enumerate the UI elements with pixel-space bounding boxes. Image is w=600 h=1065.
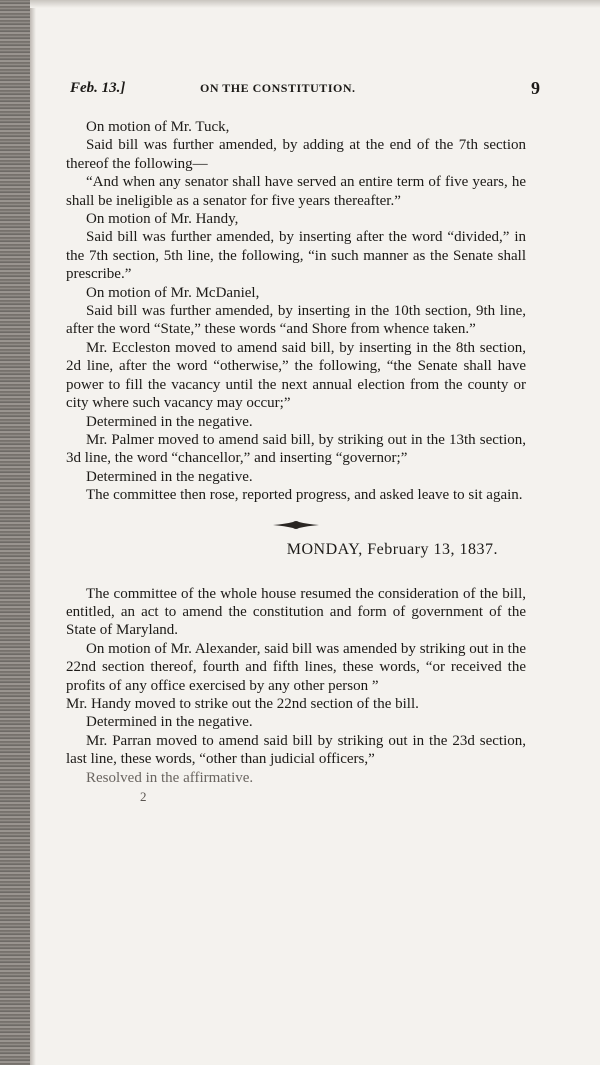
paragraph: On motion of Mr. Tuck, — [86, 119, 230, 135]
page-number: 9 — [531, 78, 540, 98]
paragraph: The committee then rose, reported progress, and asked leave to sit again. — [86, 487, 523, 504]
paragraph: Determined in the negative. — [86, 413, 253, 430]
running-head-date: Feb. 13.] — [70, 80, 126, 96]
paragraph: Said bill was further amended, by inserting after the word “divided,” in the 7th section, 5th line, the following, “in such manner as the Senate shall prescribe.” — [66, 229, 526, 283]
paragraph: On motion of Mr. Handy, — [86, 211, 239, 228]
paragraph: Mr. Eccleston moved to amend said bill, by inserting in the 8th section, 2d line, after the word “otherwise,” the following, “the Senate shall have power to fill the vacancy until the next annual election from the county or city where such vacancy may occur;” — [66, 339, 526, 412]
paragraph: Mr. Palmer moved to amend said bill, by striking out in the 13th section, 3d line, the word “chancellor,” and inserting “governor;” — [66, 431, 526, 467]
paragraph: Determined in the negative. — [86, 714, 253, 731]
running-head-title: ON THE CONSTITUTION. — [200, 81, 356, 95]
signature-mark: 2 — [140, 789, 147, 804]
proceedings-section-1 — [66, 118, 526, 505]
paragraph: Said bill was further amended, by adding at the end of the 7th section thereof the following— — [66, 137, 526, 172]
date-heading: MONDAY, February 13, 1837. — [286, 540, 498, 558]
running-head — [66, 78, 540, 104]
paragraph: “And when any senator shall have served an entire term of five years, he shall be ineligible as a senator for five years thereafter.” — [66, 174, 526, 209]
paragraph: Determined in the negative. — [86, 468, 253, 485]
gutter-shadow — [30, 0, 36, 1065]
paragraph: The committee of the whole house resumed the consideration of the bill, entitled, an act to amend the constitution and form of government of the State of Maryland. — [66, 585, 526, 639]
paragraph: Mr. Handy moved to strike out the 22nd section of the bill. — [66, 695, 419, 712]
book-page — [66, 78, 540, 805]
proceedings-section-2 — [66, 585, 526, 787]
paragraph: Mr. Parran moved to amend said bill by striking out in the 23d section, last line, these words, “other than judicial officers,” — [66, 732, 526, 768]
paragraph: On motion of Mr. Alexander, said bill was amended by striking out in the 22nd section thereof, fourth and fifth lines, these words, “or received the profits of any office exercised by any other person ” — [66, 640, 526, 694]
top-edge-shadow — [30, 0, 600, 8]
paragraph: On motion of Mr. McDaniel, — [86, 284, 260, 301]
book-binding-edge — [0, 0, 30, 1065]
paragraph: Said bill was further amended, by inserting in the 10th section, 9th line, after the word “State,” these words “and Shore from whence taken.” — [66, 303, 526, 338]
paragraph: Resolved in the affirmative. — [86, 769, 254, 786]
ornament-divider-icon — [271, 519, 321, 531]
